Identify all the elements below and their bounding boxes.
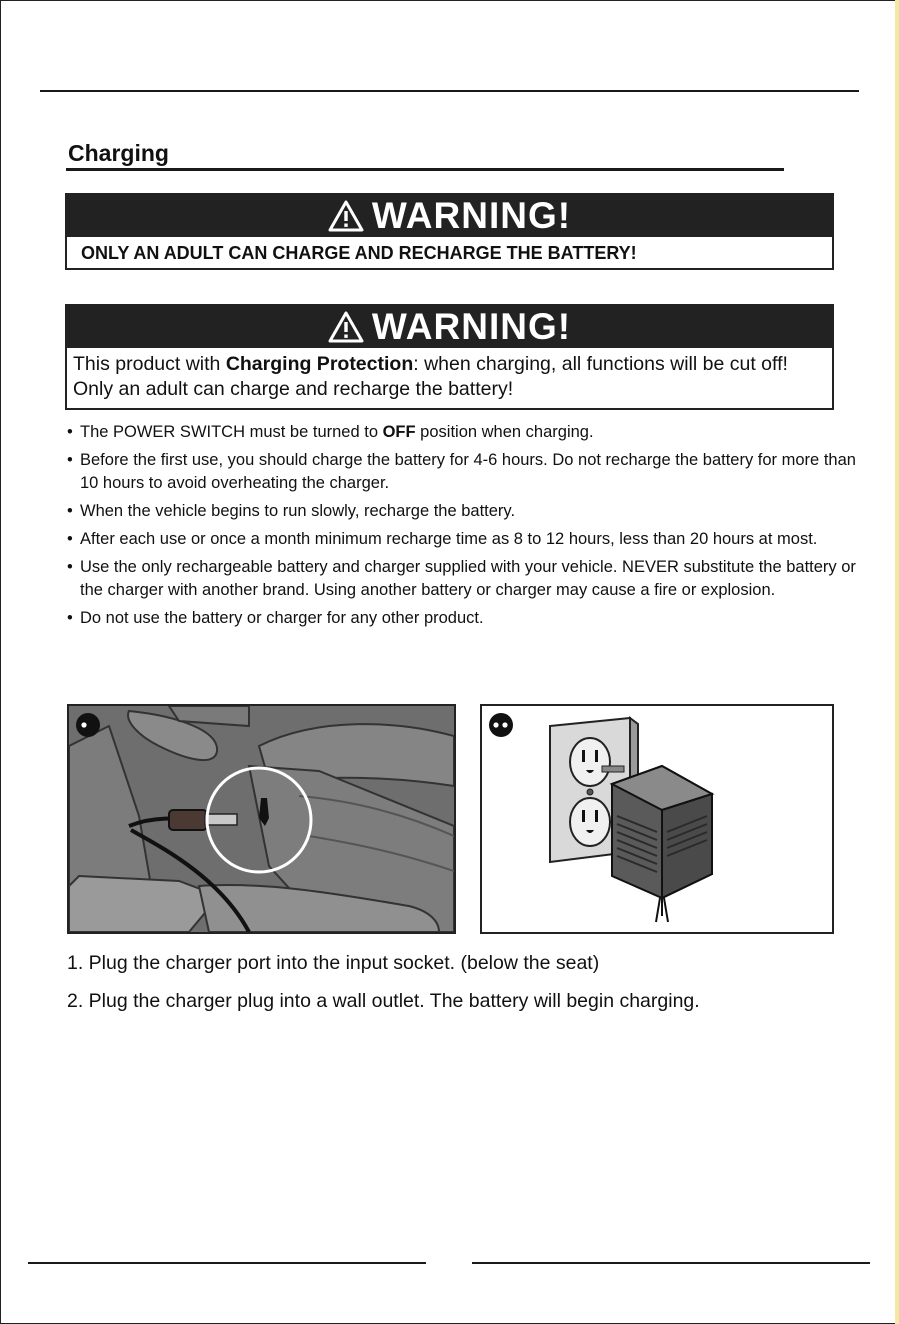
warning-triangle-icon bbox=[328, 311, 364, 343]
vehicle-seat-illustration bbox=[69, 706, 454, 932]
page-edge-strip bbox=[895, 0, 899, 1324]
charging-instructions-list bbox=[67, 421, 857, 635]
list-item bbox=[67, 607, 857, 630]
figure-wall-outlet-illustration bbox=[480, 704, 834, 934]
list-item-text: Before the first use, you should charge the battery for 4-6 hours. Do not recharge the battery for more than 10 hours to avoid overheating the charger. bbox=[80, 451, 856, 492]
list-item-text bbox=[80, 421, 857, 444]
warning-body-bold: Charging Protection bbox=[225, 353, 414, 375]
list-item bbox=[67, 421, 857, 444]
wall-outlet-charger-illustration bbox=[482, 706, 832, 932]
bullet-dot: • bbox=[67, 558, 73, 576]
list-item bbox=[67, 449, 857, 495]
list-item bbox=[67, 556, 857, 602]
warning-body: ONLY AN ADULT CAN CHARGE AND RECHARGE THE BATTERY! bbox=[81, 243, 637, 263]
list-item-text-part: The POWER SWITCH must be turned to bbox=[80, 423, 383, 441]
step-one-text: 1. Plug the charger port into the input socket. (below the seat) bbox=[67, 952, 600, 974]
warning-body bbox=[67, 348, 832, 408]
step-one-marker-icon bbox=[75, 712, 101, 738]
footer-rule-right bbox=[472, 1262, 870, 1264]
list-item-bold: OFF bbox=[382, 423, 416, 441]
warning-box-adult-only bbox=[65, 193, 834, 270]
bullet-dot: • bbox=[67, 423, 73, 441]
footer-rule-left bbox=[28, 1262, 426, 1264]
warning-header bbox=[67, 306, 832, 348]
list-item bbox=[67, 528, 857, 551]
bullet-dot: • bbox=[67, 609, 73, 627]
list-item-text: Use the only rechargeable battery and charger supplied with your vehicle. NEVER substitute the battery or the charger with another brand. Using another battery or charger may cause a fire or explosion. bbox=[80, 558, 856, 599]
bullet-dot: • bbox=[67, 530, 73, 548]
warning-body-suffix: : when charging, all functions will be cut off! Only an adult can charge and recharge the battery! bbox=[73, 353, 788, 400]
warning-triangle-icon bbox=[328, 200, 364, 232]
header-rule bbox=[40, 90, 859, 92]
list-item-text: After each use or once a month minimum recharge time as 8 to 12 hours, less than 20 hours at most. bbox=[80, 530, 818, 548]
warning-box-charging-protection bbox=[65, 304, 834, 410]
warning-heading: WARNING! bbox=[371, 306, 572, 347]
step-two-marker-icon bbox=[488, 712, 514, 738]
bullet-dot: • bbox=[67, 451, 73, 469]
list-item bbox=[67, 500, 857, 523]
list-item-text: Do not use the battery or charger for any other product. bbox=[80, 609, 484, 627]
warning-body-prefix: This product with bbox=[73, 353, 226, 375]
section-title: Charging bbox=[68, 140, 169, 166]
warning-header bbox=[67, 195, 832, 237]
step-two-text: 2. Plug the charger plug into a wall outlet. The battery will begin charging. bbox=[67, 990, 700, 1012]
section-title-underline bbox=[66, 168, 784, 171]
list-item-text: When the vehicle begins to run slowly, recharge the battery. bbox=[80, 502, 516, 520]
bullet-dot: • bbox=[67, 502, 73, 520]
warning-heading: WARNING! bbox=[371, 195, 572, 236]
list-item-text-part: position when charging. bbox=[415, 423, 594, 441]
figure-charger-port-illustration bbox=[67, 704, 456, 934]
